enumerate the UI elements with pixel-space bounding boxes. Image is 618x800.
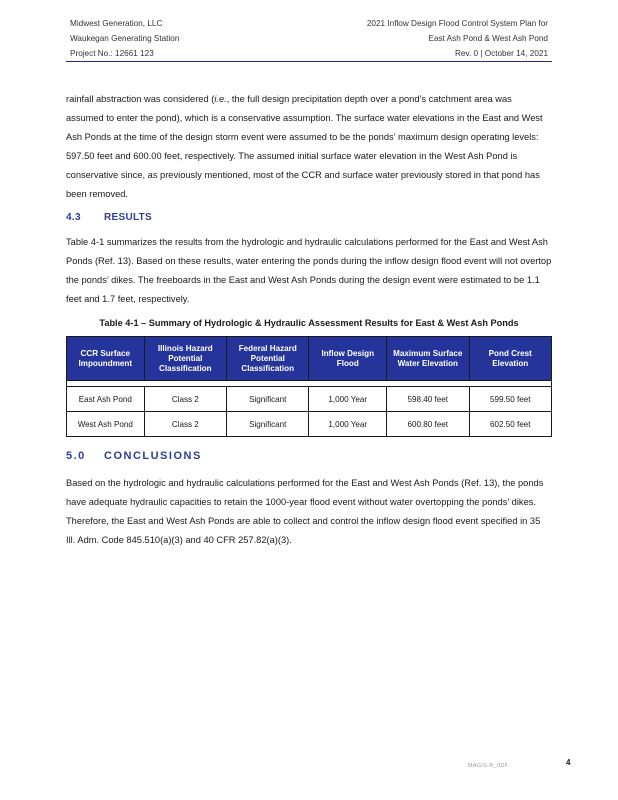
italic-abbreviation: i.e. (214, 94, 227, 104)
header-right (367, 16, 548, 61)
results-table (66, 336, 552, 437)
table-cell: 598.40 feet (387, 387, 469, 412)
table-row (67, 412, 552, 437)
table-row (67, 387, 552, 412)
page-number: 4 (566, 758, 571, 767)
company-name: Midwest Generation, LLC (70, 19, 163, 28)
header-divider (66, 61, 552, 62)
table-cell: 602.50 feet (469, 412, 552, 437)
document-title: 2021 Inflow Design Flood Control System Plan for (366, 19, 548, 28)
col-header-illinois-hazard: Illinois Hazard Potential Classification (144, 337, 226, 381)
section-title: RESULTS (104, 212, 153, 223)
section-title: CONCLUSIONS (104, 450, 202, 462)
table-cell: East Ash Pond (67, 387, 145, 412)
header-left (70, 16, 179, 61)
paragraph-results: Table 4-1 summarizes the results from the hydrologic and hydraulic calculations performed for the East and West Ash Ponds (Ref. 13). Based on these results, water entering the ponds during the inflow design flood event will not overtop the ponds’ dikes. The freeboards in the East and West Ash Ponds during the design event were estimated to be 1.1 feet and 1.7 feet, respectively. (66, 237, 552, 304)
col-header-federal-hazard: Federal Hazard Potential Classification (227, 337, 309, 381)
section-number: 4.3 (66, 212, 81, 223)
footer-document-code: MAGIS-B_IIDF (468, 763, 509, 769)
station-name: Waukegan Generating Station (70, 34, 180, 43)
col-header-max-elevation: Maximum Surface Water Elevation (387, 337, 469, 381)
paragraph-text: , the full design precipitation depth over a pond’s catchment area was assumed to enter the pond), which is a conservative assumption. The surface water elevations in the East and West Ash Ponds at the time of the design storm event were assumed to be the ponds’ maximum design operating levels: 597.50 feet and 600.00 feet, respectively. The assumed initial surface water elevation in the West Ash Pond is conservative since, as previously mentioned, most of the CCR and surface water previously stored in that pond has been removed. (66, 94, 543, 199)
section-number: 5.0 (66, 450, 86, 462)
section-heading-conclusions (66, 450, 202, 462)
table-header-row (67, 337, 552, 381)
table-cell: 1,000 Year (309, 387, 387, 412)
paragraph-abstraction (66, 90, 552, 204)
col-header-inflow-flood: Inflow Design Flood (309, 337, 387, 381)
table-cell: 1,000 Year (309, 412, 387, 437)
paragraph-conclusions: Based on the hydrologic and hydraulic calculations performed for the East and West Ash Ponds (Ref. 13), the ponds have adequate hydraulic capacities to retain the 1000-year flood event without water overtopping the ponds’ dikes. Therefore, the East and West Ash Ponds are able to collect and control the inflow design flood event specified in 35 Ill. Adm. Code 845.510(a)(3) and 40 CFR 257.82(a)(3). (66, 478, 544, 545)
section-heading-results (66, 212, 152, 223)
table-caption: Table 4-1 – Summary of Hydrologic & Hydraulic Assessment Results for East & West Ash Ponds (99, 318, 519, 328)
table-cell: Significant (227, 412, 309, 437)
col-header-crest-elevation: Pond Crest Elevation (469, 337, 552, 381)
document-subject: East Ash Pond & West Ash Pond (428, 34, 548, 43)
project-number: Project No.: 12661 123 (70, 49, 154, 58)
revision-date: Rev. 0 | October 14, 2021 (455, 49, 548, 58)
paragraph-text: rainfall abstraction was considered ( (66, 94, 215, 104)
table-cell: Class 2 (144, 387, 226, 412)
col-header-impoundment: CCR Surface Impoundment (67, 337, 145, 381)
table-cell: 599.50 feet (469, 387, 552, 412)
table-cell: 600.80 feet (387, 412, 469, 437)
table-cell: West Ash Pond (67, 412, 145, 437)
page-header (70, 16, 548, 60)
table-cell: Significant (227, 387, 309, 412)
table-cell: Class 2 (144, 412, 226, 437)
